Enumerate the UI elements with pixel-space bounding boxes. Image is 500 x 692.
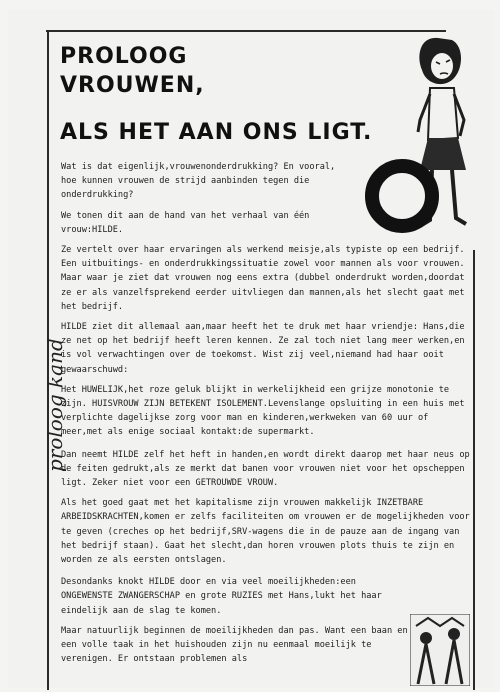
- heading-line-1: PROLOOG: [60, 44, 188, 69]
- paragraph: Wat is dat eigenlijk,vrouwenonderdrukking? En vooral, hoe kunnen vrouwen de strijd aanbinden tegen die onderdrukking?: [61, 162, 336, 201]
- paragraph: Als het goed gaat met het kapitalisme zijn vrouwen makkelijk INZETBARE ARBEIDSKRACHTEN,komen er zelfs faciliteiten om vrouwen er de mogelijkheden voor te geven (creches op het bedrijf,SRV-wagens die in de pauze aan de ingang van het bedrijf staan). Gaat het slecht,dan horen vrouwen plots thuis te zijn en worden ze als eersten ontslagen.: [61, 498, 470, 566]
- sidebar-handwritten-label: proloog kand: [43, 338, 67, 472]
- heading-line-2: VROUWEN,: [60, 73, 205, 98]
- document-page: [8, 10, 494, 688]
- paragraph: Dan neemt HILDE zelf het heft in handen,en wordt direkt daarop met haar neus op de feiten gedrukt,als ze merkt dat banen voor vrouwen niet voor het opscheppen ligt. Zeker niet voor een GETROUWDE VROUW.: [61, 449, 470, 489]
- paragraph: Ze vertelt over haar ervaringen als werkend meisje,als typiste op een bedrijf. Een uitbuitings- en onderdrukkingssituatie zowel voor mannen als voor vrouwen. Maar waar je ziet dat vrouwen nog eens extra (dubbel onderdrukt worden,doordat ze er als vanzelfsprekend eerder uitvliegen dan mannen,als het slecht gaat met het bedrijf.: [61, 245, 465, 312]
- paragraph: Het HUWELIJK,het roze geluk blijkt in werkelijkheid een grijze monotonie te zijn. HUISVROUW ZIJN BETEKENT ISOLEMENT.Levenslange opsluiting in een huis met verplichte dagelijkse zorg voor man en kinderen,werkweken van 60 uur of meer,met als enige sociaal kontakt:de supermarkt.: [61, 384, 465, 438]
- heading-line-3: ALS HET AAN ONS LIGT.: [60, 120, 373, 145]
- article-body: [61, 160, 471, 673]
- paragraph: HILDE ziet dit allemaal aan,maar heeft het te druk met haar vriendje: Hans,die ze net op het bedrijf heeft leren kennen. Ze zal toch niet lang meer werken,en is vol verwachtingen over de toekomst. Wist zij veel,niemand had haar ooit gewaarschuwd:: [61, 322, 465, 375]
- paragraph: Maar natuurlijk beginnen de moeilijkheden dan pas. Want een baan en een volle taak in het huishouden zijn nu eenmaal moeilijk te verenigen. Er ontstaan problemen als: [61, 625, 408, 665]
- frame-right-line: [473, 250, 475, 690]
- paragraph: We tonen dit aan de hand van het verhaal van één vrouw:HILDE.: [61, 210, 310, 235]
- protest-crowd-illustration: [410, 614, 470, 686]
- paragraph: Desondanks knokt HILDE door en via veel moeilijkheden:een ONGEWENSTE ZWANGERSCHAP en grote RUZIES met Hans,lukt het haar eindelijk aan de slag te komen.: [61, 577, 382, 616]
